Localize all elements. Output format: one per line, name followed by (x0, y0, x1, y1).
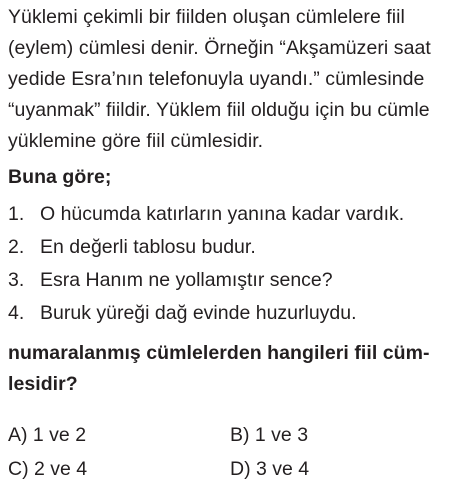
intro-line-1: Yüklemi çekimli bir fiilden oluşan cümlelere fiil (8, 6, 405, 28)
option-a[interactable]: A) 1 ve 2 (8, 424, 87, 446)
item-number: 3. (8, 269, 25, 291)
intro-line-4: “uyanmak” fiildir. Yüklem fiil olduğu için bu cümle (8, 99, 430, 121)
option-d[interactable]: D) 3 ve 4 (230, 458, 310, 480)
question-line-1: numaralanmış cümlelerden hangileri fiil cüm- (8, 342, 430, 364)
item-number: 4. (8, 302, 25, 324)
intro-line-2: (eylem) cümlesi denir. Örneğin “Akşamüzeri saat (8, 37, 431, 59)
intro-line-5: yüklemine göre fiil cümlesidir. (8, 130, 264, 152)
intro-line-3: yedide Esra’nın telefonuyla uyandı.” cümlesinde (8, 68, 425, 90)
item-text: Esra Hanım ne yollamıştır sence? (40, 269, 333, 291)
item-text: En değerli tablosu budur. (40, 236, 256, 258)
item-number: 1. (8, 203, 25, 225)
option-c[interactable]: C) 2 ve 4 (8, 458, 88, 480)
item-text: O hücumda katırların yanına kadar vardık. (40, 203, 405, 225)
item-number: 2. (8, 236, 25, 258)
question-line-2: lesidir? (8, 373, 78, 395)
lead-text: Buna göre; (8, 166, 112, 188)
option-b[interactable]: B) 1 ve 3 (230, 424, 309, 446)
item-text: Buruk yüreği dağ evinde huzurluydu. (40, 302, 357, 324)
